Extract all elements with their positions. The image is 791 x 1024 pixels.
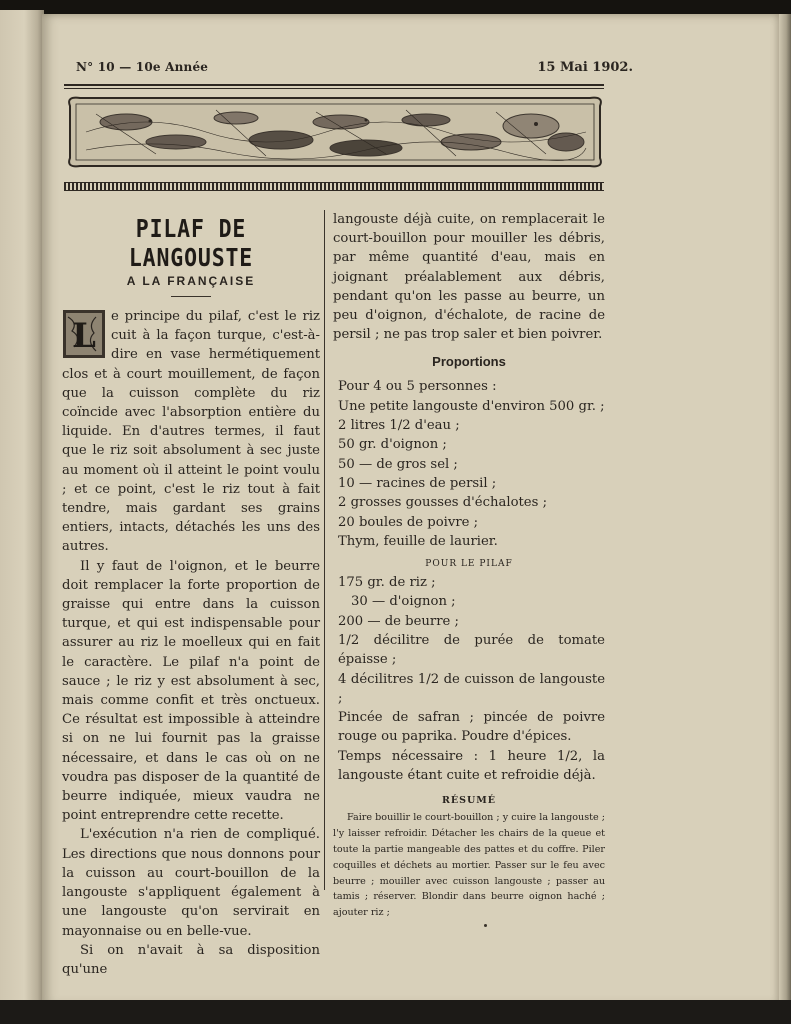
scan-bottom-edge: [0, 1000, 791, 1024]
list-item: Temps nécessaire : 1 heure 1/2, la langouste étant cuite et refroidie déjà.: [338, 748, 605, 784]
list-item: Pincée de safran ; pincée de poivre rouge ou paprika. Poudre d'épices.: [338, 710, 605, 745]
proportions-list: [333, 377, 605, 551]
paragraph: langouste déjà cuite, on remplacerait le court-bouillon pour mouiller les débris, par même quantité d'eau, mais en joignant préalablement aux débris, pendant qu'on les passe au beurre, un peu d'oignon, d'échalote, de racine de persil ; ne pas trop saler et bien poivrer.: [333, 212, 605, 343]
paragraph: Si on n'avait à sa disposition qu'une: [62, 942, 320, 977]
article-body-left: [62, 307, 320, 979]
list-item: Une petite langouste d'environ 500 gr. ;: [338, 398, 605, 414]
paragraph: [62, 307, 320, 557]
list-item: 20 boules de poivre ;: [338, 514, 479, 530]
pilaf-heading: POUR LE PILAF: [425, 559, 513, 570]
page-stack-edge: [779, 14, 791, 1006]
column-divider: [324, 210, 325, 890]
header-rule: [64, 84, 604, 86]
list-item: 2 litres 1/2 d'eau ;: [338, 418, 460, 434]
list-item: 30 — d'oignon ;: [351, 594, 456, 610]
list-item: 175 gr. de riz ;: [338, 575, 436, 591]
banner-rule: [64, 182, 604, 191]
list-item: 10 — racines de persil ;: [338, 475, 497, 491]
issue-number: N° 10 — 10e Année: [76, 60, 209, 74]
list-item: Thym, feuille de laurier.: [338, 533, 498, 549]
title-rule: [171, 296, 211, 297]
paragraph: Il y faut de l'oignon, et le beurre doit remplacer la forte proportion de graisse qui entre dans la cuisson turque, et qui est indispensable pour assurer au riz le moelleux qui en fait le caractère. Le pilaf n'a point de sauce ; le riz y est absolument à sec, mais comme confit et très onctueux. Ce résultat est impossible à atteindre si on ne lui fournit pas la graisse nécessaire, et dans le cas où on ne voudra pas disposer de la quantité de beurre indiquée, mieux vaudra ne point entreprendre cette recette.: [62, 558, 320, 824]
paragraph: L'exécution n'a rien de compliqué. Les directions que nous donnons pour la cuisson au court-bouillon de la langouste s'appliquent également à une langouste qu'on servirait en mayonnaise ou en belle-vue.: [62, 827, 320, 939]
proportions-heading: Proportions: [432, 354, 506, 370]
right-column: [333, 210, 605, 921]
ink-dot: [484, 924, 487, 927]
facing-page-edge: [0, 10, 44, 1000]
paragraph-text: e principe du pilaf, c'est le riz cuit à la façon turque, c'est-à-dire en vase hermétiquement clos et à court mouillement, de façon que la cuisson complète du riz coïncide avec l'absorption entière du liquide. En d'autres termes, il faut que le riz soit absolument à sec juste au moment où il atteint le point voulu ; et ce point, c'est le riz tout à fait tendre, mais gardant ses grains entiers, intacts, détachés les uns des autres.: [62, 309, 320, 555]
article-subtitle: A LA FRANÇAISE: [126, 274, 256, 288]
article-title: PILAF DE LANGOUSTE: [128, 214, 254, 272]
list-item: 1/2 décilitre de purée de tomate épaisse ;: [338, 632, 605, 668]
list-item: 50 — de gros sel ;: [338, 456, 458, 472]
ornate-dropcap: [62, 309, 106, 359]
scan-top-edge: [0, 0, 791, 14]
list-item: Pour 4 ou 5 personnes :: [338, 379, 497, 395]
fish-engraving-banner: [66, 92, 604, 172]
pilaf-list: [333, 573, 605, 785]
left-column: [62, 210, 320, 979]
issue-date: 15 Mai 1902.: [537, 60, 633, 75]
list-item: 4 décilitres 1/2 de cuisson de langouste ;: [338, 671, 605, 706]
resume-text: [333, 810, 605, 921]
resume-heading: RÉSUMÉ: [441, 795, 497, 807]
header-rule-thin: [64, 88, 604, 89]
list-item: 200 — de beurre ;: [338, 613, 459, 629]
list-item: 2 grosses gousses d'échalotes ;: [338, 495, 548, 511]
paragraph: Faire bouillir le court-bouillon ; y cuire la langouste ; l'y laisser refroidir. Détacher les chairs de la queue et toute la partie mangeable des pattes et du coffre. Piler coquilles et déchets au mortier. Passer sur le feu avec beurre ; mouiller avec cuisson langouste ; passer au tamis ; réserver. Blondir dans beurre oignon haché ; ajouter riz ;: [333, 812, 605, 919]
list-item: 50 gr. d'oignon ;: [338, 437, 447, 453]
dropcap-letter: L: [72, 316, 96, 356]
article-body-right: [333, 210, 605, 344]
